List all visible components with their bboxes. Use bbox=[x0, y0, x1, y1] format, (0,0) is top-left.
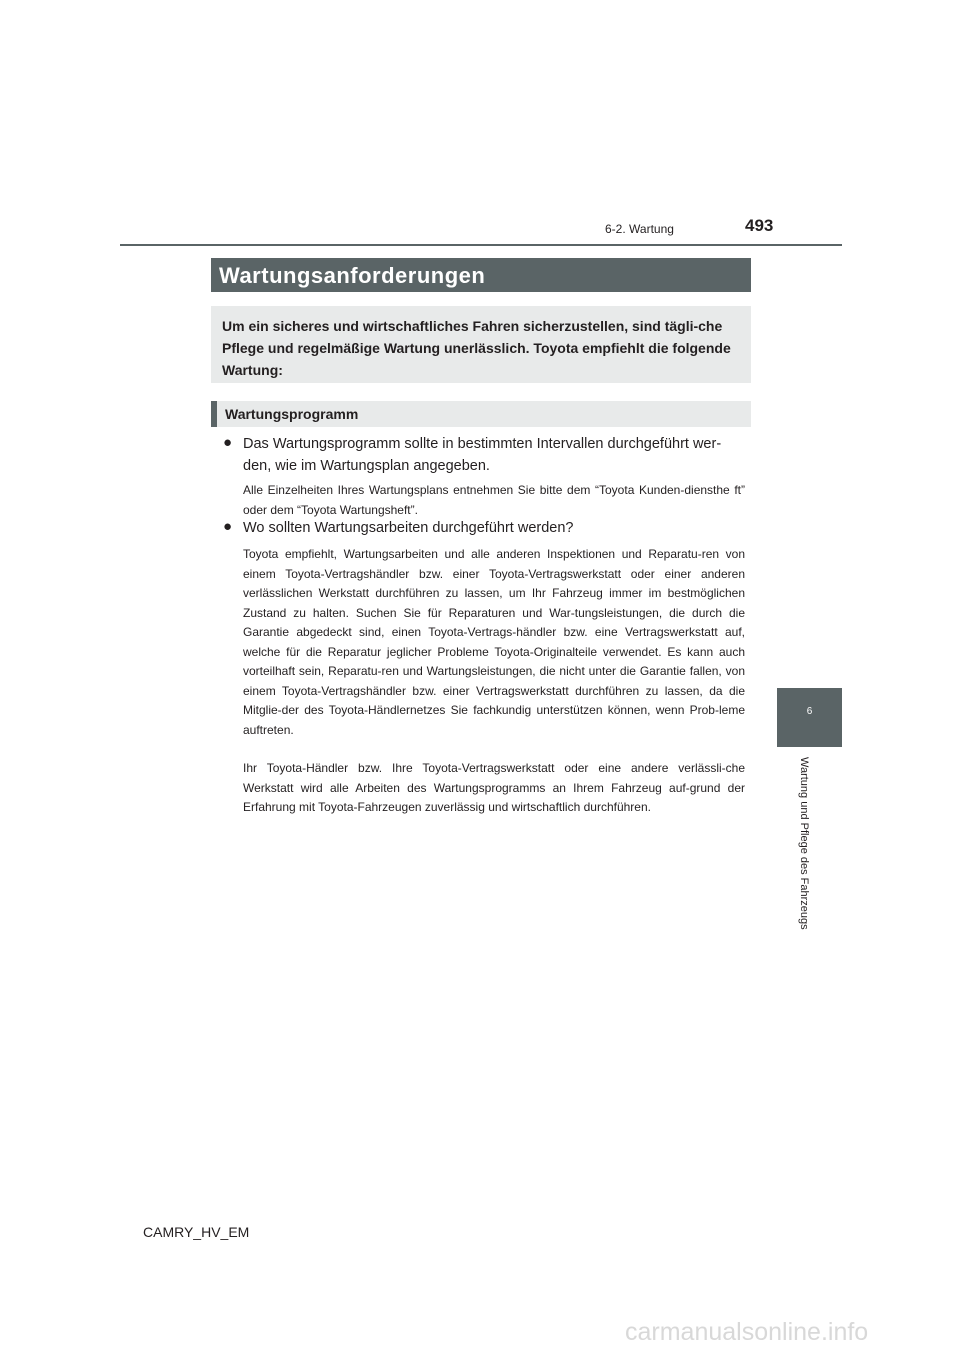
header-rule bbox=[120, 244, 842, 246]
chapter-tab[interactable] bbox=[777, 688, 842, 747]
watermark: carmanualsonline.info bbox=[625, 1318, 869, 1346]
chapter-title: Wartung und Pflege des Fahrzeugs bbox=[798, 757, 810, 930]
bullet-body: Toyota empfiehlt, Wartungsarbeiten und alle anderen Inspektionen und Reparatu-ren von einem Toyota-Vertragshändler bzw. einer Toyota-Vertragswerkstatt oder einer anderen verlässlichen Werkstatt durchführen zu lassen, um Ihr Fahrzeug immer im bestmöglichen Zustand zu halten. Suchen Sie für Reparaturen und War-tungsleistungen, die durch die Garantie abgedeckt sind, einen Toyota-Vertrags-händler bzw. eine Vertragswerkstatt auf, welche für die Reparatur jeglicher Probleme Toyota-Originalteile verwendet. Es kann auch vorteilhaft sein, Reparatu-ren und Wartungsleistungen, die nicht unter die Garantie fallen, von einem Toyota-Vertragshändler bzw. einer Vertragswerkstatt durchführen zu lassen, da die Mitglie-der des Toyota-Händlernetzes Sie fachkundig unterstützen können, wenn Prob-leme auftreten. bbox=[243, 547, 745, 737]
page-title: Wartungsanforderungen bbox=[219, 263, 486, 288]
bullet-heading: Das Wartungsprogramm sollte in bestimmten Intervallen durchgeführt wer-den, wie im Wartungsplan angegeben. bbox=[243, 436, 722, 474]
section-header bbox=[211, 401, 751, 427]
section-title: Wartungsprogramm bbox=[225, 406, 359, 422]
page-number: 493 bbox=[745, 216, 774, 235]
bullet-body: Ihr Toyota-Händler bzw. Ihre Toyota-Vertragswerkstatt oder eine andere verlässli-che Werkstatt wird alle Arbeiten des Wartungsprogramms an Ihrem Fahrzeug auf-grund der Erfahrung mit Toyota-Fahrzeugen zuverlässig und wirtschaftlich durchführen. bbox=[243, 761, 745, 814]
bullet-marker: ● bbox=[223, 518, 233, 535]
title-bar bbox=[211, 258, 751, 292]
footer-model: CAMRY_HV_EM bbox=[143, 1224, 250, 1240]
intro-text: Um ein sicheres und wirtschaftliches Fahren sicherzustellen, sind tägli-che Pflege und regelmäßige Wartung unerlässlich. Toyota empfiehlt die folgende Wartung: bbox=[222, 318, 731, 378]
intro-box bbox=[211, 306, 751, 383]
header-section: 6-2. Wartung bbox=[605, 222, 674, 236]
section-accent bbox=[211, 401, 217, 427]
bullet-marker: ● bbox=[223, 434, 233, 451]
bullet-heading: Wo sollten Wartungsarbeiten durchgeführt werden? bbox=[243, 520, 574, 536]
bullet-body: Alle Einzelheiten Ihres Wartungsplans entnehmen Sie bitte dem “Toyota Kunden-diensthe ft” oder dem “Toyota Wartungsheft”. bbox=[243, 483, 745, 517]
chapter-number: 6 bbox=[806, 706, 813, 717]
